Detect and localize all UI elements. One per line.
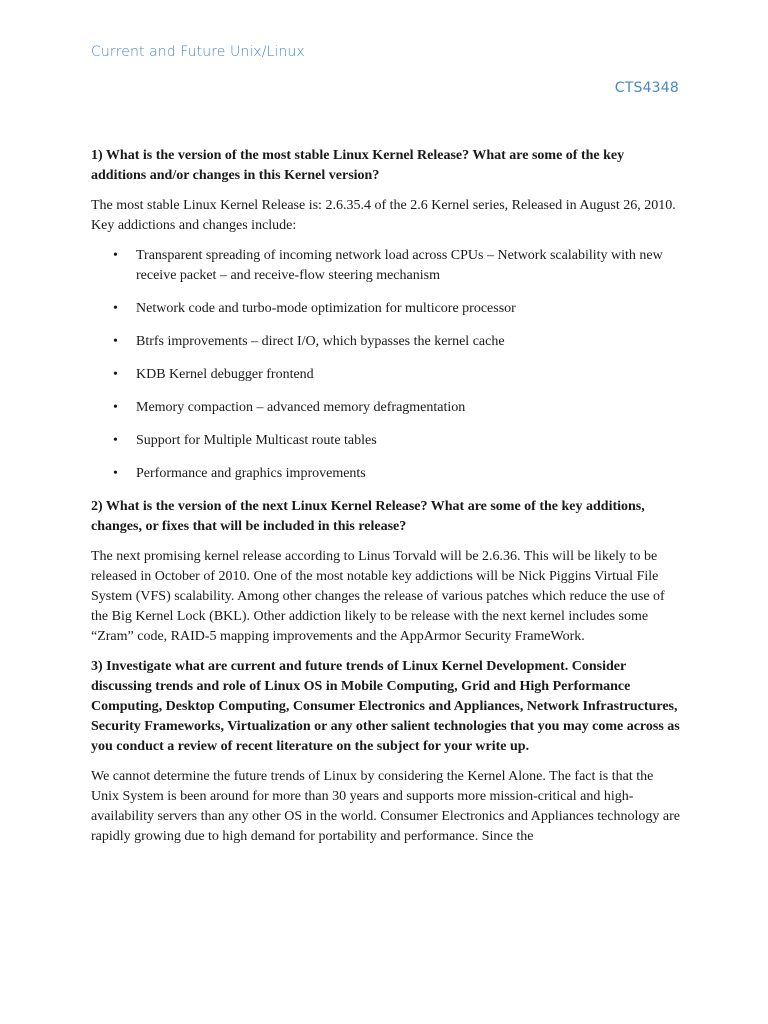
list-item: • Support for Multiple Multicast route tables bbox=[91, 431, 681, 451]
question-1: 1) What is the version of the most stable Linux Kernel Release? What are some of the key additions and/or changes in this Kernel version? bbox=[91, 148, 625, 183]
document-body bbox=[91, 146, 681, 857]
answer-2: The next promising kernel release according to Linus Torvald will be 2.6.36. This will be likely to be released in October of 2010. One of the most notable key addictions will be Nick Piggins Virtual File System (VFS) scalability. Among other changes the release of various patches which reduce the use of the Big Kernel Lock (BKL). Other addiction likely to be release with the next kernel includes some “Zram” code, RAID-5 mapping improvements and the AppArmor Security FrameWork. bbox=[91, 549, 665, 644]
header-title: Current and Future Unix/Linux bbox=[91, 44, 305, 60]
question-2: 2) What is the version of the next Linux Kernel Release? What are some of the key additions, changes, or fixes that will be included in this release? bbox=[91, 499, 645, 534]
answer-1: The most stable Linux Kernel Release is: 2.6.35.4 of the 2.6 Kernel series, Released in August 26, 2010. Key addictions and changes include: bbox=[91, 198, 676, 233]
list-item: • Memory compaction – advanced memory defragmentation bbox=[91, 398, 681, 418]
list-item: • Network code and turbo-mode optimization for multicore processor bbox=[91, 299, 681, 319]
list-item: • Btrfs improvements – direct I/O, which bypasses the kernel cache bbox=[91, 332, 681, 352]
list-item: • Transparent spreading of incoming network load across CPUs – Network scalability with new receive packet – and receive-flow steering mechanism bbox=[91, 246, 681, 286]
question-3: 3) Investigate what are current and future trends of Linux Kernel Development. Consider discussing trends and role of Linux OS in Mobile Computing, Grid and High Performance Computing, Desktop Computing, Consumer Electronics and Appliances, Network Infrastructures, Security Frameworks, Virtualization or any other salient technologies that you may come across as you conduct a review of recent literature on the subject for your write up. bbox=[91, 659, 680, 754]
key-changes-list bbox=[91, 246, 681, 484]
answer-3: We cannot determine the future trends of Linux by considering the Kernel Alone. The fact is that the Unix System is been around for more than 30 years and supports more mission-critical and high-availability servers than any other OS in the world. Consumer Electronics and Appliances technology are rapidly growing due to high demand for portability and performance. Since the bbox=[91, 769, 681, 844]
header-course-code: CTS4348 bbox=[614, 80, 679, 96]
list-item: • Performance and graphics improvements bbox=[91, 464, 681, 484]
list-item: • KDB Kernel debugger frontend bbox=[91, 365, 681, 385]
